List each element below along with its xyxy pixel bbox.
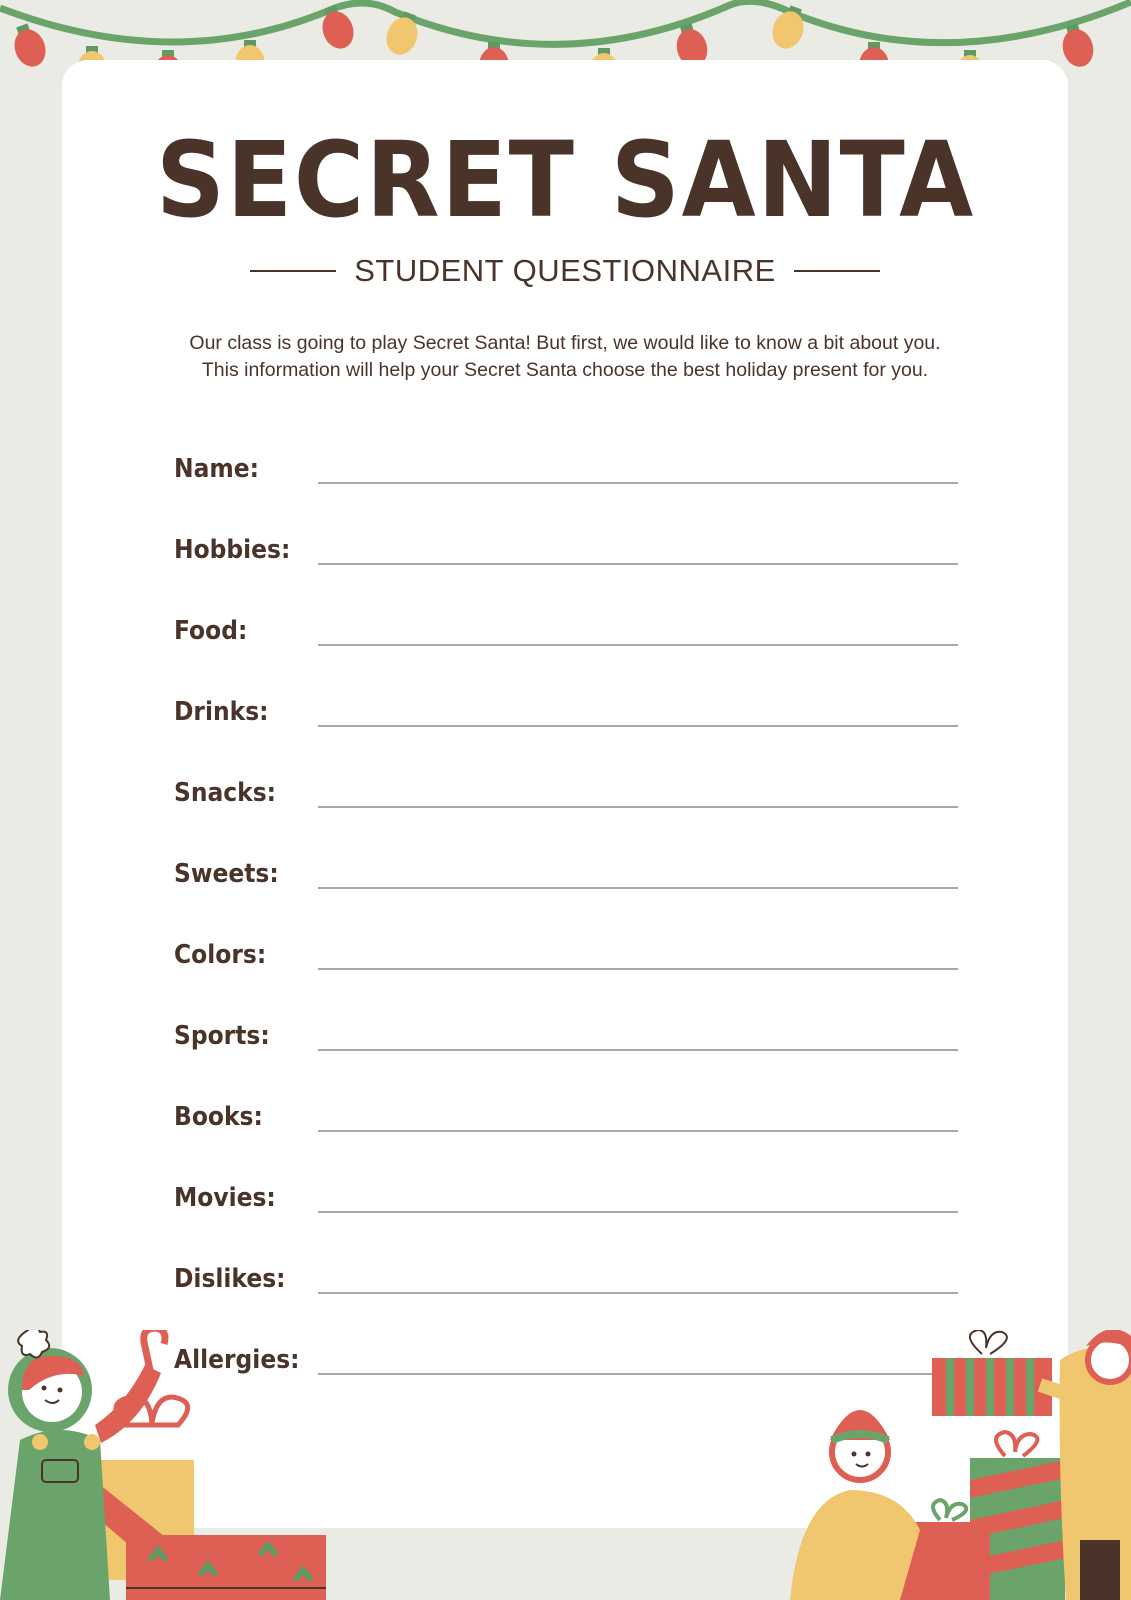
elves-with-gifts-illustration xyxy=(790,1330,1131,1600)
field-snacks xyxy=(174,774,964,818)
field-name xyxy=(174,450,964,494)
intro-line-2: This information will help your Secret Santa choose the best holiday present for you. xyxy=(201,359,929,381)
field-sports xyxy=(174,1017,964,1061)
field-label: Drinks: xyxy=(174,697,269,727)
page-subtitle: STUDENT QUESTIONNAIRE xyxy=(354,253,776,288)
field-label: Books: xyxy=(174,1102,263,1132)
answer-line[interactable] xyxy=(318,1211,958,1213)
field-drinks xyxy=(174,693,964,737)
subtitle-row xyxy=(250,255,880,287)
answer-line[interactable] xyxy=(318,1049,958,1051)
answer-line[interactable] xyxy=(318,725,958,727)
field-label: Movies: xyxy=(174,1183,276,1213)
field-label: Dislikes: xyxy=(174,1264,286,1294)
page-title: SECRET SANTA xyxy=(155,119,976,241)
answer-line[interactable] xyxy=(318,887,958,889)
intro-text xyxy=(62,330,1068,384)
answer-line[interactable] xyxy=(318,482,958,484)
answer-line[interactable] xyxy=(318,1130,958,1132)
answer-line[interactable] xyxy=(318,806,958,808)
field-label: Hobbies: xyxy=(174,535,291,565)
field-label: Name: xyxy=(174,454,259,484)
light-bulb-icon xyxy=(8,20,51,71)
answer-line[interactable] xyxy=(318,968,958,970)
field-food xyxy=(174,612,964,656)
field-hobbies xyxy=(174,531,964,575)
elf-with-gifts-illustration xyxy=(0,1330,340,1600)
answer-line[interactable] xyxy=(318,1292,958,1294)
field-label: Allergies: xyxy=(174,1345,300,1375)
intro-line-1: Our class is going to play Secret Santa! But first, we would like to know a bit about you. xyxy=(189,332,941,354)
answer-line[interactable] xyxy=(318,563,958,565)
field-label: Food: xyxy=(174,616,248,646)
field-label: Sweets: xyxy=(174,859,279,889)
field-colors xyxy=(174,936,964,980)
field-books xyxy=(174,1098,964,1142)
subtitle-rule-right xyxy=(794,270,880,272)
field-sweets xyxy=(174,855,964,899)
field-dislikes xyxy=(174,1260,964,1304)
subtitle-rule-left xyxy=(250,270,336,272)
field-label: Colors: xyxy=(174,940,267,970)
field-movies xyxy=(174,1179,964,1223)
answer-line[interactable] xyxy=(318,644,958,646)
field-label: Sports: xyxy=(174,1021,270,1051)
field-label: Snacks: xyxy=(174,778,277,808)
